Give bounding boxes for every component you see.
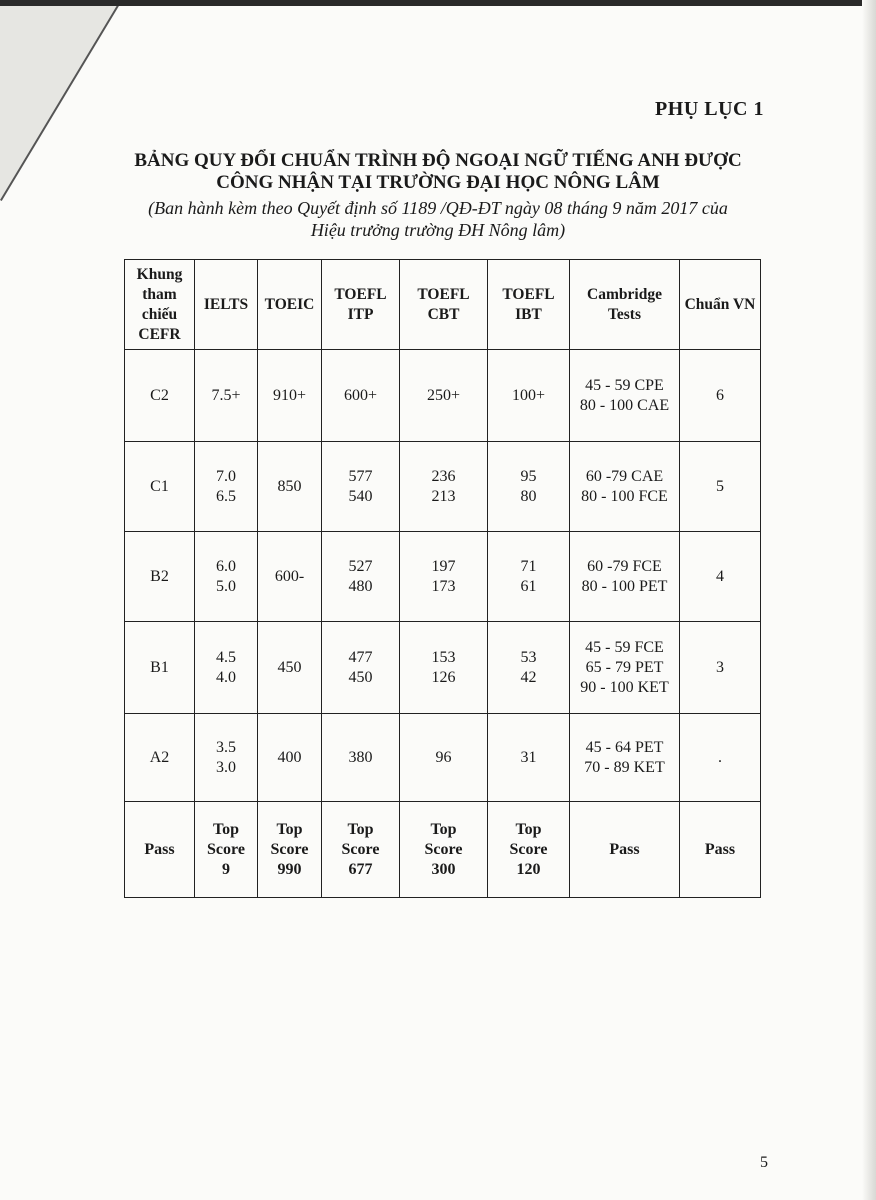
cell: 3 [680, 622, 761, 714]
cell: 527 480 [322, 532, 400, 622]
cell: Pass [570, 802, 680, 898]
document-subtitle-line1: (Ban hành kèm theo Quyết định số 1189 /QĐ-ĐT ngày 08 tháng 9 năm 2017 của [148, 198, 728, 218]
appendix-label: PHỤ LỤC 1 [655, 98, 764, 120]
cell: 45 - 59 FCE 65 - 79 PET 90 - 100 KET [570, 622, 680, 714]
cell: 60 -79 CAE 80 - 100 FCE [570, 442, 680, 532]
cell: Top Score 300 [400, 802, 488, 898]
cell: 45 - 64 PET 70 - 89 KET [570, 714, 680, 802]
cell: 100+ [488, 350, 570, 442]
header-cambridge: Cambridge Tests [570, 260, 680, 350]
cell: 95 80 [488, 442, 570, 532]
header-toeic: TOEIC [258, 260, 322, 350]
table-row [125, 622, 761, 714]
cell: 236 213 [400, 442, 488, 532]
cell: 5 [680, 442, 761, 532]
cell: C2 [125, 350, 195, 442]
scan-edge-top [0, 0, 876, 6]
cell: 96 [400, 714, 488, 802]
document-title-line1: BẢNG QUY ĐỔI CHUẨN TRÌNH ĐỘ NGOẠI NGỮ TIẾNG ANH ĐƯỢC [134, 150, 742, 171]
header-cefr: Khung tham chiếu CEFR [125, 260, 195, 350]
cell: 197 173 [400, 532, 488, 622]
cell: 6.0 5.0 [195, 532, 258, 622]
cell: Top Score 9 [195, 802, 258, 898]
cell: 6 [680, 350, 761, 442]
header-chuan-vn: Chuẩn VN [680, 260, 761, 350]
table-row [125, 442, 761, 532]
cell: Top Score 120 [488, 802, 570, 898]
table-row [125, 532, 761, 622]
cell: . [680, 714, 761, 802]
document-title-line2: CÔNG NHẬN TẠI TRƯỜNG ĐẠI HỌC NÔNG LÂM [216, 172, 660, 193]
cell: Pass [125, 802, 195, 898]
document-subtitle-line2: Hiệu trưởng trường ĐH Nông lâm) [310, 220, 566, 240]
cell: 477 450 [322, 622, 400, 714]
conversion-table [124, 259, 761, 898]
cell: A2 [125, 714, 195, 802]
cell: Top Score 677 [322, 802, 400, 898]
cell: 3.5 3.0 [195, 714, 258, 802]
page-number: 5 [760, 1154, 768, 1171]
cell: 31 [488, 714, 570, 802]
cell: 4 [680, 532, 761, 622]
header-toefl-itp: TOEFL ITP [322, 260, 400, 350]
cell: 910+ [258, 350, 322, 442]
cell: B2 [125, 532, 195, 622]
cell: 577 540 [322, 442, 400, 532]
header-toefl-cbt: TOEFL CBT [400, 260, 488, 350]
cell: C1 [125, 442, 195, 532]
cell: 7.5+ [195, 350, 258, 442]
table-row [125, 350, 761, 442]
cell: 60 -79 FCE 80 - 100 PET [570, 532, 680, 622]
cell: 400 [258, 714, 322, 802]
cell: 250+ [400, 350, 488, 442]
table-row [125, 714, 761, 802]
cell: 7.0 6.5 [195, 442, 258, 532]
cell: 4.5 4.0 [195, 622, 258, 714]
cell: 850 [258, 442, 322, 532]
cell: 53 42 [488, 622, 570, 714]
cell: B1 [125, 622, 195, 714]
header-toefl-ibt: TOEFL IBT [488, 260, 570, 350]
cell: 380 [322, 714, 400, 802]
cell: 600+ [322, 350, 400, 442]
cell: 45 - 59 CPE 80 - 100 CAE [570, 350, 680, 442]
cell: 450 [258, 622, 322, 714]
cell: 71 61 [488, 532, 570, 622]
table-header-row [125, 260, 761, 350]
header-ielts: IELTS [195, 260, 258, 350]
cell: 153 126 [400, 622, 488, 714]
cell: Top Score 990 [258, 802, 322, 898]
cell: 600- [258, 532, 322, 622]
table-row [125, 802, 761, 898]
cell: Pass [680, 802, 761, 898]
